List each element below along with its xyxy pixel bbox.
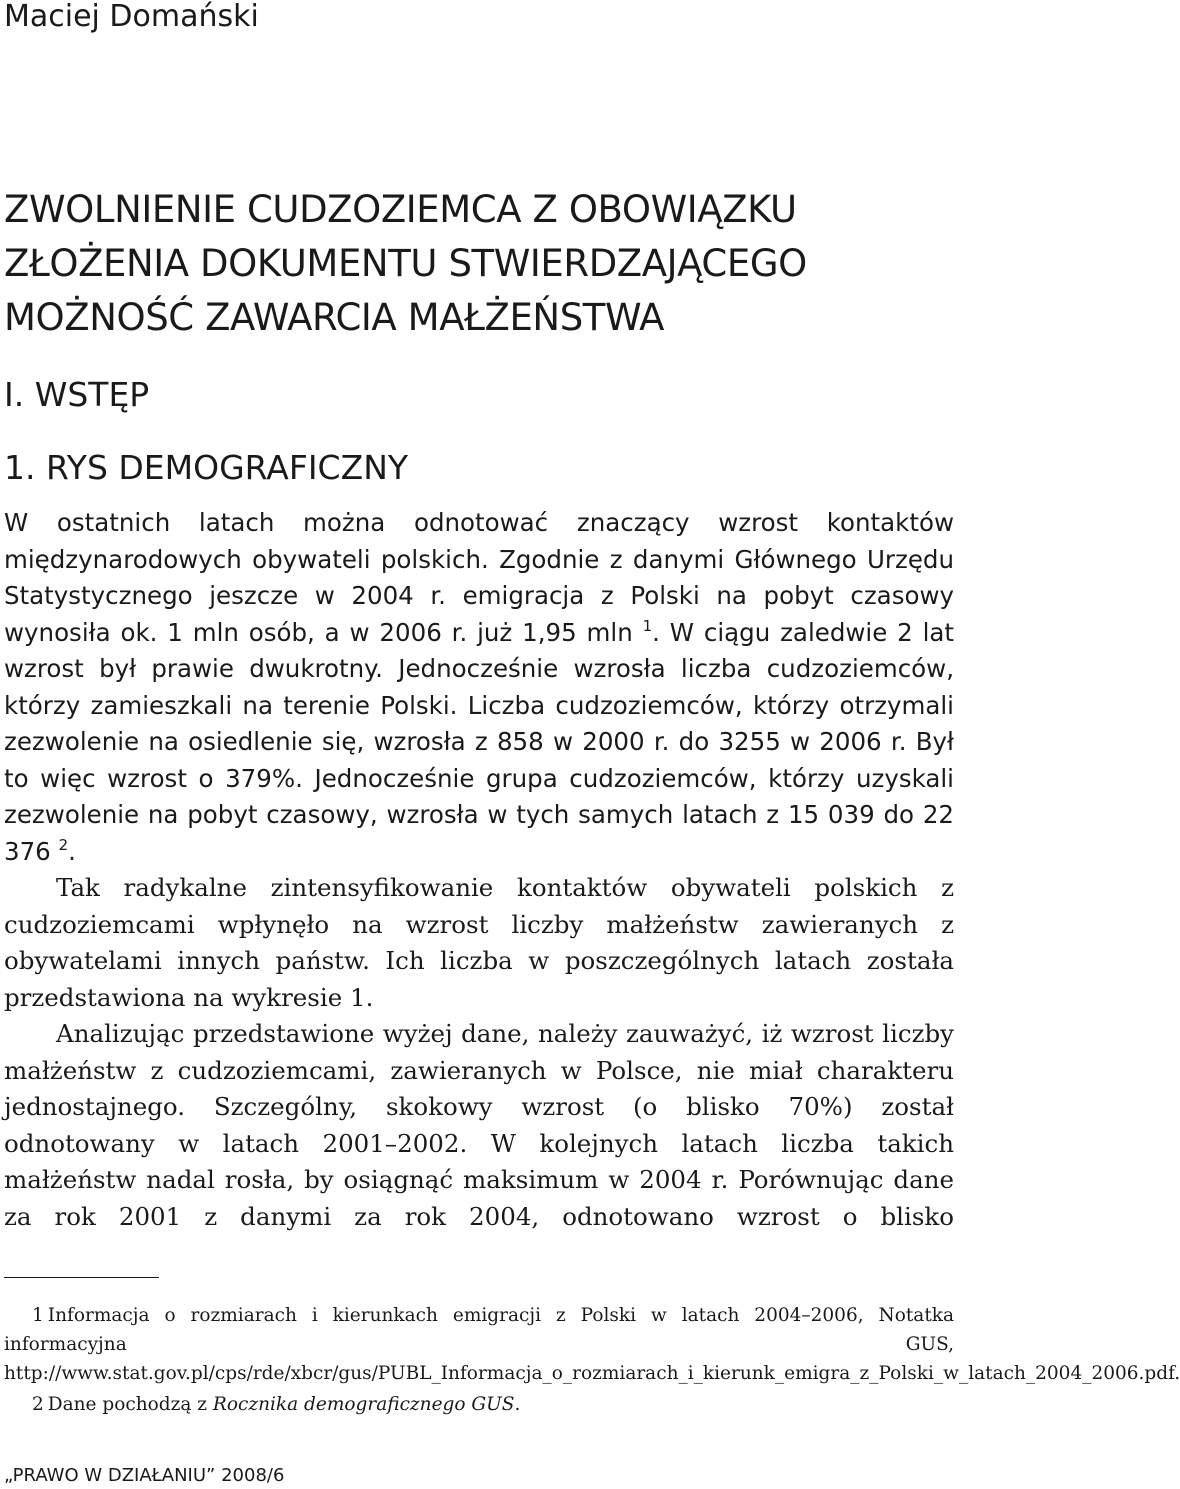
footnote-ref-2[interactable]: 2 (58, 835, 69, 854)
footnote-source-title: Rocznika demograficznego GUS (212, 1394, 515, 1415)
paragraph-1 (4, 505, 954, 870)
title-line: ZWOLNIENIE CUDZOZIEMCA Z OBOWIĄZKU (4, 188, 797, 231)
subsection-heading: 1. RYS DEMOGRAFICZNY (4, 448, 409, 487)
title-line: MOŻNOŚĆ ZAWARCIA MAŁŻEŃSTWA (4, 296, 665, 339)
title-line: ZŁOŻENIA DOKUMENTU STWIERDZAJĄCEGO (4, 242, 807, 285)
footnote-text: . (514, 1394, 521, 1415)
journal-footer: „PRAWO W DZIAŁANIU” 2008/6 (4, 1465, 285, 1486)
article-title (4, 183, 956, 345)
paragraph-text: . W ciągu zaledwie 2 lat wzrost był prawie dwukrotny. Jednocześnie wzrosła liczba cudzoziemców, którzy zamieszkali na terenie Polski. Liczba cudzoziemców, którzy otrzymali zezwolenie na osiedlenie się, wzrosła z 858 w 2000 r. do 3255 w 2006 r. Był to więc wzrost o 379%. Jednocześnie grupa cudzoziemców, którzy uzyskali zezwolenie na pobyt czasowy, wzrosła w tych samych latach z 15 039 do 22 376 (4, 617, 955, 866)
footnote-text: Informacja o rozmiarach i kierunkach emigracji z Polski w latach 2004–2006, Notatka informacyjna GUS, http://www.stat.gov.pl/cps/rde/xbcr/gus/PUBL_Informacja_o_rozmiarach_i_kierunk_emigra_z_Polski_w_latach_2004_2006.pdf. (4, 1305, 1180, 1384)
footnote-number: 2 (32, 1394, 44, 1415)
footnote-separator (4, 1277, 159, 1278)
paragraph-2: Tak radykalne zintensyfikowanie kontaktów obywateli polskich z cudzoziemcami wpłynęło na wzrost liczby małżeństw zawieranych z obywatelami innych państw. Ich liczba w poszczególnych latach została przedstawiona na wykresie 1. (4, 873, 954, 1012)
footnote-text: Dane pochodzą z (47, 1394, 213, 1415)
footnote-number: 1 (32, 1305, 44, 1326)
paragraph-text: W ostatnich latach można odnotować znaczący wzrost kontaktów międzynarodowych obywateli polskich. Zgodnie z danymi Głównego Urzędu Statystycznego jeszcze w 2004 r. emigracja z Polski na pobyt czasowy wynosiła ok. 1 mln osób, a w 2006 r. już 1,95 mln (4, 508, 954, 647)
footnote-ref-1[interactable]: 1 (642, 616, 653, 635)
footnote-1 (4, 1301, 1180, 1388)
paragraph-text: . (68, 836, 76, 866)
author-name: Maciej Domański (4, 0, 259, 34)
paragraph-3: Analizując przedstawione wyżej dane, należy zauważyć, iż wzrost liczby małżeństw z cudzoziemcami, zawieranych w Polsce, nie miał charakteru jednostajnego. Szczególny, skokowy wzrost (o blisko 70%) został odnotowany w latach 2001–2002. W kolejnych latach liczba takich małżeństw nadal rosła, by osiągnąć maksimum w 2004 r. Porównując dane za rok 2001 z danymi za rok 2004, odnotowano wzrost o blisko (4, 1019, 954, 1231)
footnote-2 (4, 1390, 954, 1419)
section-heading: I. WSTĘP (4, 375, 150, 414)
